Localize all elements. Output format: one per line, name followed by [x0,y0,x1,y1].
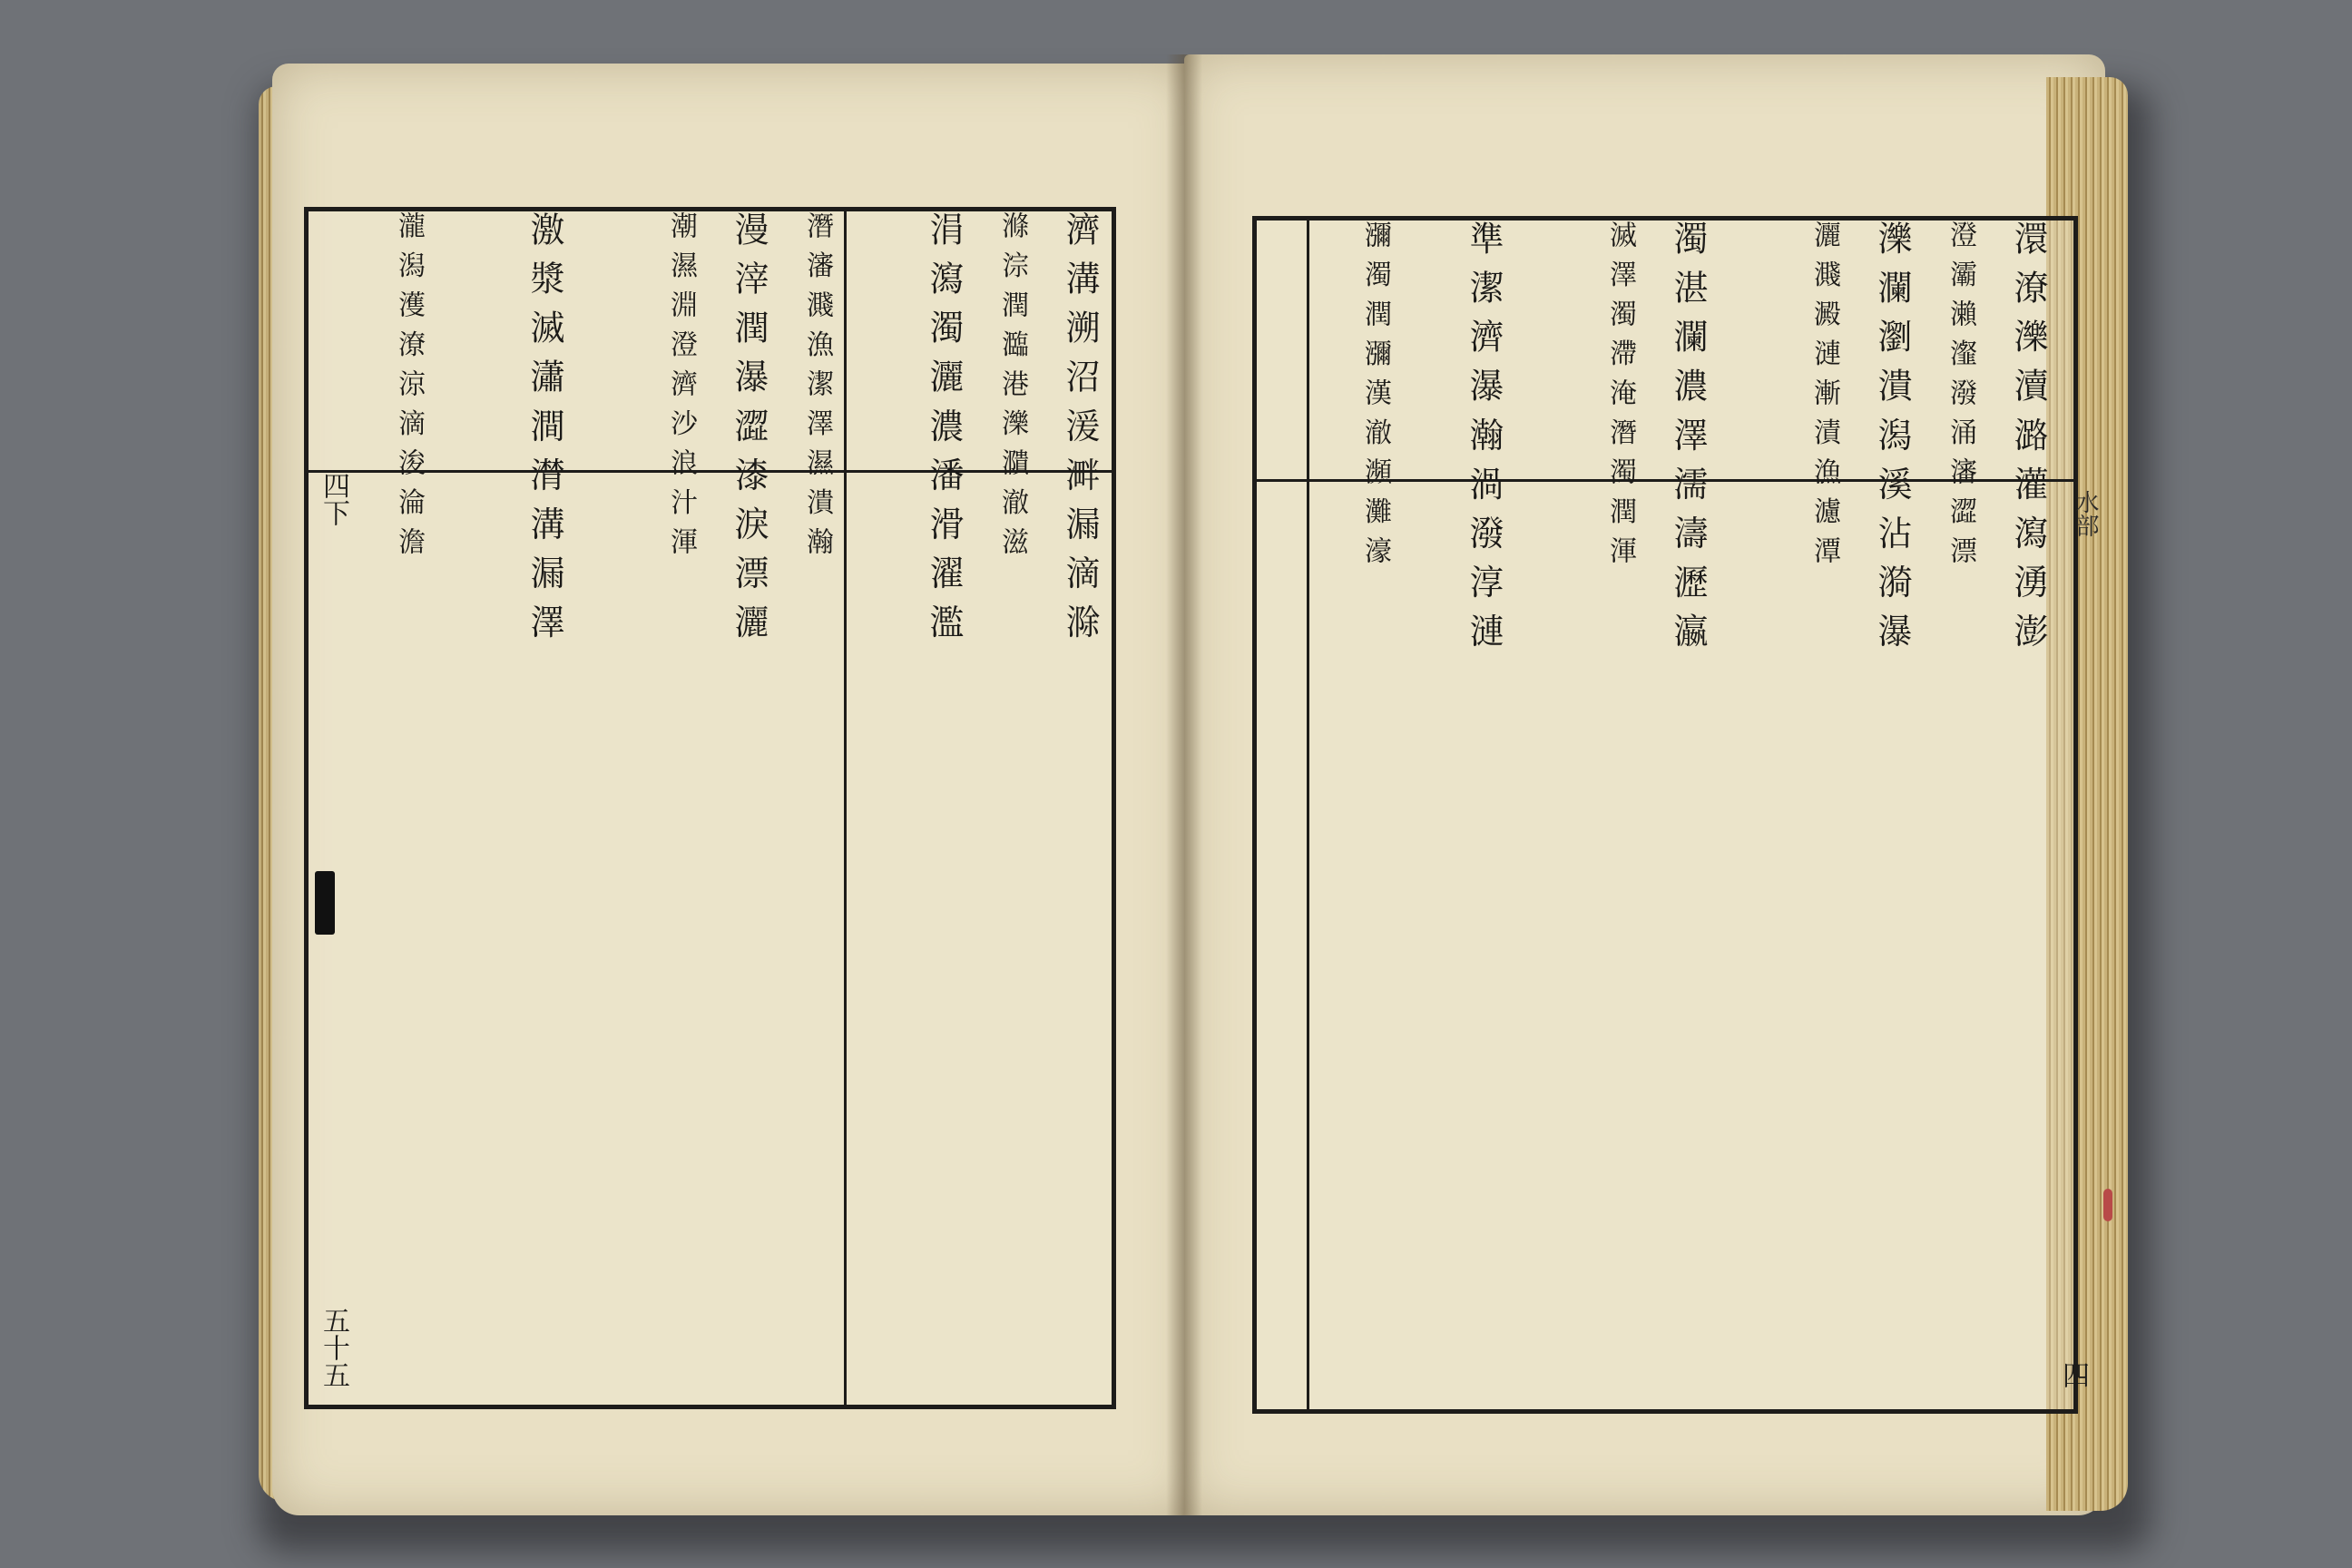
book-gutter [1166,54,1202,1515]
page-tab-mark: 水部 [2072,490,2099,537]
left-column-4: 潛 瀋 濺 漁 潔 澤 濕 潰 瀚 [801,211,833,557]
right-folio: 四 [2057,1361,2089,1388]
right-column-5: 濁 湛 瀾 濃 澤 濡 濤 瀝 瀛 [1668,220,1708,650]
right-column-3: 濼 瀾 瀏 潰 潟 溪 沾 漪 瀑 [1872,220,1912,650]
right-print-frame [1252,216,2078,1414]
red-ink-mark [2103,1189,2112,1221]
left-column-7: 激 漿 滅 瀟 澗 潸 溝 漏 澤 [524,211,564,641]
left-black-marker [315,871,335,935]
left-column-1: 濟 溝 溯 沼 湲 溿 漏 滴 滁 [1060,211,1100,641]
right-column-1: 澴 潦 濼 瀆 潞 灌 瀉 湧 澎 [2008,220,2048,650]
left-section-mark: 四下 [318,472,349,526]
left-column-3: 涓 瀉 濁 灑 濃 潘 滑 濯 濫 [924,211,964,641]
right-column-6: 滅 澤 濁 滯 淹 潛 濁 潤 渾 [1604,220,1636,566]
right-column-8: 瀰 濁 潤 瀰 漢 澈 瀕 灘 濠 [1359,220,1391,566]
left-column-8: 瀧 潟 濩 潦 涼 滴 浚 淪 澹 [393,211,425,557]
right-column-rule [1307,220,1309,1409]
left-column-rule [844,211,847,1405]
right-column-4: 灑 濺 澱 漣 漸 漬 漁 濾 潭 [1808,220,1840,566]
left-column-2: 滌 淙 潤 瀶 港 濼 濻 澈 滋 [996,211,1028,557]
left-print-frame [304,207,1116,1409]
left-folio: 五十五 [318,1307,349,1388]
right-column-2: 澄 灞 瀨 瀣 潑 涌 瀋 澀 漂 [1945,220,1976,566]
left-column-5: 漫 滓 潤 瀑 澀 漆 淚 漂 灑 [729,211,769,641]
left-column-6: 潮 濕 淵 澄 濟 沙 浪 汁 渾 [665,211,697,557]
right-column-7: 準 潔 濟 瀑 瀚 渦 潑 淳 漣 [1464,220,1504,650]
